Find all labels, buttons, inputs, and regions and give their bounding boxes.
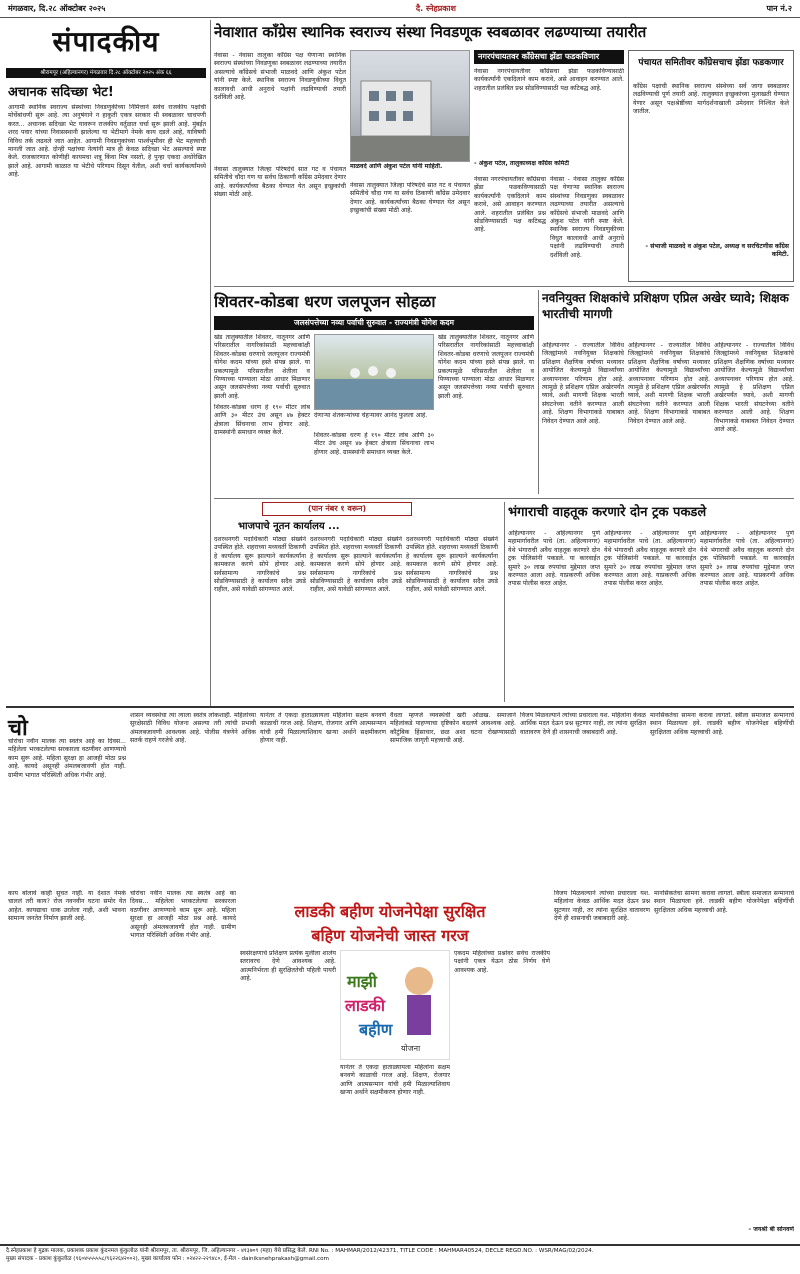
continued-tag: (पान नंबर १ वरून) <box>262 502 412 516</box>
lead-col3: नेवासा नगरपंचायतीवर काँग्रेसचा झेंडा फडकविण्यासाठी कार्यकर्त्यांनी एकदिलाने काम करावे, असे आवाहन करण्यात आले. शहरातील प्रलंबित प्रश्न सोडविण्यासाठी पक्ष कटिबद्ध आहे. <box>474 68 624 92</box>
story2-headline: शिवतर-कोडबा धरण जलपूजन सोहळा <box>214 292 436 311</box>
masthead-subline: श्रीरामपूर (अहिल्यानगर) मंगळवार दि.२८ ऑक्टोबर २०२५ अंक ६६ <box>6 68 206 78</box>
lead-photo <box>350 50 470 162</box>
feature-col4: वैधता म्हणजे व्यवस्थेची खरी ओळख. समाजाने महिलांकडे पाहण्याचा दृष्टिकोन बदलणे आवश्यक आहे. कौटुंबिक हिंसाचार, छळ अशा घटना रोखण्यासाठी सामाजिक जागृती महत्त्वाची आहे. <box>390 712 516 745</box>
continued-col1: दशरथनगरी पदाधिकारी मोठ्या संख्येने उपस्थित होते. शहराच्या मध्यवर्ती ठिकाणी हे कार्यालय सुरू झाल्याने कार्यकर्त्यांना कामकाज करणे सोपे होणार आहे. सर्वसामान्य नागरिकांचे प्रश्न सोडविण्यासाठी हे कार्यालय सदैव उघडे राहील, असे यावेळी सांगण्यात आले. <box>214 536 306 594</box>
story2-caption: देणाऱ्या शेतकऱ्यांच्या चेहऱ्यावर आनंद फुलला आहे. <box>314 412 428 419</box>
story3-col2: अहिल्यानगर - राज्यातील विविध जिल्ह्यांमध्ये नवनियुक्त शिक्षकांचे प्रशिक्षण शैक्षणिक वर्षाच्या मध्यावर आयोजित केल्यामुळे विद्यार्थ्यांच्या अध्यापनावर परिणाम होत आहे. त्यामुळे हे प्रशिक्षण एप्रिल अखेरपर्यंत घ्यावे, अशी मागणी शिक्षक भारती संघटनेच्या वतीने करण्यात आली आहे. शिक्षण विभागाकडे याबाबत निवेदन देण्यात आले आहे. <box>628 342 710 425</box>
sidebar-headline: पंचायत समितीवर काँग्रेसचाच झेंडा फडकणार <box>638 58 784 68</box>
imprint-footer <box>0 1244 800 1274</box>
page-number: पान नं.२ <box>766 4 792 13</box>
newspaper-name: दै. स्नेहप्रकाश <box>415 4 456 13</box>
feature-bottom-col1: काय बोलावे काही सुचत नाही. या देशात नेमकं चाललं तरी काय? रोज नवनवीन घटना समोर येत आहेत. कायद्याचा धाक उरलेला नाही, अशी भावना सामान्य जनतेत निर्माण झाली आहे. <box>8 890 126 923</box>
continued-col3: दशरथनगरी पदाधिकारी मोठ्या संख्येने उपस्थित होते. शहराच्या मध्यवर्ती ठिकाणी हे कार्यालय सुरू झाल्याने कार्यकर्त्यांना कामकाज करणे सोपे होणार आहे. सर्वसामान्य नागरिकांचे प्रश्न सोडविण्यासाठी हे कार्यालय सदैव उघडे राहील, असे यावेळी सांगण्यात आले. <box>406 536 498 594</box>
ladki-bahin-logo <box>340 950 450 1060</box>
story2-col3: खेड तालुक्यातील शिवतर, नातूनगर आणि परिसरातील नागरिकांसाठी महत्त्वाकांक्षी शिवतर-कोडबा धरणाचे जलपूजन राज्यमंत्री योगेश कदम यांच्या हस्ते संपन्न झाले. या प्रकल्पामुळे परिसरातील शेतीला व पिण्याच्या पाण्याला मोठा आधार मिळणार असून जलसंपत्तेच्या नव्या पर्वाची सुरुवात झाली आहे. <box>438 334 534 400</box>
dam-photo <box>315 335 433 409</box>
section-divider <box>6 706 794 708</box>
column-divider <box>210 20 211 706</box>
feature-bottom-col4: एकदम महिलांच्या प्रश्नांवर सर्वच राजकीय पक्षांनी एकत्र येऊन ठोस निर्णय घेणे आवश्यक आहे. <box>454 950 550 974</box>
story4-headline: भंगाराची वाहतूक करणारे दोन ट्रक पकडले <box>508 505 707 520</box>
continued-col2: दशरथनगरी पदाधिकारी मोठ्या संख्येने उपस्थित होते. शहराच्या मध्यवर्ती ठिकाणी हे कार्यालय सुरू झाल्याने कार्यकर्त्यांना कामकाज करणे सोपे होणार आहे. सर्वसामान्य नागरिकांचे प्रश्न सोडविण्यासाठी हे कार्यालय सदैव उघडे राहील, असे यावेळी सांगण्यात आले. <box>310 536 402 594</box>
section-masthead: संपादकीय <box>52 25 160 58</box>
story4-col1: अहिल्यानगर - अहिल्यानगर पुणे महामार्गावरील पाचे (ता. अहिल्यानगर) येथे भंगाराची अवैध वाहतूक करणारे दोन ट्रक पोलिसांनी पकडले. या कारवाईत सुमारे ३० लाख रुपयांचा मुद्देमाल जप्त करण्यात आला आहे. याप्रकरणी अधिक तपास पोलीस करत आहेत. <box>508 530 600 588</box>
story2-body: खेड तालुक्यातील शिवतर, नातूनगर आणि परिसरातील नागरिकांसाठी महत्त्वाकांक्षी शिवतर-कोडबा धरणाचे जलपूजन राज्यमंत्री योगेश कदम यांच्या हस्ते संपन्न झाले. या प्रकल्पामुळे परिसरातील शेतीला व पिण्याच्या पाण्याला मोठा आधार मिळणार असून जलसंपत्तेच्या नव्या पर्वाची सुरुवात झाली आहे. <box>214 334 310 400</box>
editorial-title: अचानक सदिच्छा भेट! <box>8 85 114 100</box>
top-bar <box>0 0 800 18</box>
story2-body-cont: शिवतर-कोडबा धरण हे १९० मीटर लांब आणि ३० मीटर उंच असून ४७ हेक्टर क्षेत्राला सिंचनाचा लाभ होणार आहे. ग्रामस्थांनी समाधान व्यक्त केले. <box>214 404 310 437</box>
section-divider <box>214 286 794 287</box>
feature-bottom-col6: मानसिकतेचा सामना करावा लागतो. स्त्रीला समाजात सन्मानाचे स्थान मिळायला हवे. लाडकी बहीण योजनेपेक्षा बहिणींची सुरक्षितता अधिक महत्त्वाची आहे. <box>654 890 794 914</box>
scheme-logo-icon <box>341 951 449 1059</box>
story2-photo <box>314 334 434 410</box>
story4-col3: अहिल्यानगर - अहिल्यानगर पुणे महामार्गावरील पाचे (ता. अहिल्यानगर) येथे भंगाराची अवैध वाहतूक करणारे दोन ट्रक पोलिसांनी पकडले. या कारवाईत सुमारे ३० लाख रुपयांचा मुद्देमाल जप्त करण्यात आला आहे. याप्रकरणी अधिक तपास पोलीस करत आहेत. <box>700 530 794 588</box>
imprint-line-1: दै.स्नेहप्रकाश हे मुद्रक मालक, प्रकाशक प्रकाश कुंदनमल कुंकुलोळ यांनी श्रीरामपूर, ता. श्रीरामपूर, जि. अहिल्यानगर - ४१३७०९ (महा) येथे प्रसिद्ध केले. RNI No. : MAHMAR/2012/42371, TITLE CODE : MAHMAR40524, DECLE REGD.NO. : WSR/MAG/02/2024. <box>6 1248 594 1254</box>
feature-col1: चोरांचा नवीन मालक त्या स्वतंत्र आहे का दिवस... महिलेला भरकटलेल्या सरकारला वठणीवर आणण्याचे काम सुरू आहे. महिला सुरक्षा हा आजही मोठा प्रश्न आहे. कायदे असूनही अंमलबजावणी होत नाही. ग्रामीण भागात परिस्थिती अधिक गंभीर आहे. <box>8 738 126 779</box>
lead-photo-caption: माळवदे आणि अंकुश पटेल यांनी माहिती. <box>350 163 443 170</box>
column-divider <box>504 502 505 702</box>
drop-cap: चो <box>8 716 28 741</box>
lead-subhead: नगरपंचायतवर काँग्रेसचा झेंडा फडकविणार <box>474 50 624 64</box>
feature-bottom-col2: चोरांचा नवीन मालक त्या स्वतंत्र आहे का दिवस... महिलेला भरकटलेल्या सरकारला वठणीवर आणण्याचे काम सुरू आहे. महिला सुरक्षा हा आजही मोठा प्रश्न आहे. कायदे असूनही अंमलबजावणी होत नाही. ग्रामीण भागात परिस्थिती अधिक गंभीर आहे. <box>130 890 236 940</box>
feature-col2: शासन व्यवस्थेचा त्या त्याला स्वतंत्र लोकशाही. महिलांच्या सुरक्षेसाठी विविध योजना असल्या तरी त्यांची प्रभावी अंमलबजावणी आवश्यक आहे. पोलीस यंत्रणेने अधिक सतर्क राहणे गरजेचे आहे. <box>130 712 256 745</box>
logo-line-2: लाडकी <box>345 996 385 1015</box>
section-divider <box>214 498 794 499</box>
lead-col3c: नेवासा - नेवासा तालुका काँग्रेस पक्ष येणाऱ्या स्थानिक स्वराज्य संस्थांच्या निवडणुका स्वबळावर लढण्याच्या तयारीत असल्याचे काँग्रेसचे संभाजी माळवदे आणि अंकुश पटेल यांनी स्पष्ट केले. स्थानिक स्वराज्य निवडणुकीच्या विधुत कालावधी आधी अनुराधे पक्षांनी लढविण्याची तयारी दर्शविली आहे. <box>550 176 624 259</box>
feature-headline-2: बहिण योजनेची जास्त गरज <box>311 926 469 945</box>
lead-headline: नेवाशात काँग्रेस स्थानिक स्वराज्य संस्था निवडणूक स्वबळावर लढण्याच्या तयारीत <box>214 23 647 41</box>
sidebar-credit: - संभाजी माळवदे व अंकुश पटेल, अध्यक्ष व सरचिटणीस काँग्रेस कमिटी. <box>645 243 789 259</box>
feature-under-logo: यानंतर ते एकदा हाताळ्यायला महिलांना सक्षम बनवणे काळाची गरज आहे. शिक्षण, रोजगार आणि आत्मसन्मान यांची हमी मिळाल्याशिवाय खऱ्या अर्थाने सक्षमीकरण होणार नाही. <box>340 1064 450 1097</box>
lead-col3-credit: - अंकुश पटेल, तालुकाध्यक्ष काँग्रेस कमिटी <box>474 160 570 167</box>
lead-col3b: नेवासा नगरपंचायतीवर काँग्रेसचा झेंडा फडकविण्यासाठी कार्यकर्त्यांनी एकदिलाने काम करावे, असे आवाहन करण्यात आले. शहरातील प्रलंबित प्रश्न सोडविण्यासाठी पक्ष कटिबद्ध आहे. <box>474 176 546 234</box>
feature-credit: - जयश्री बी सोनवणे <box>748 1226 794 1233</box>
feature-bottom-col5: विजय मिळवल्याने त्यांच्या प्रचाराला यश. महिलांना केवळ आर्थिक मदत देऊन प्रश्न सुटणार नाही, तर त्यांना सुरक्षित वातावरण देणे ही शासनाची जबाबदारी आहे. <box>554 890 650 923</box>
editorial-body: आगामी स्थानिक स्वराज्य संस्थांच्या निवडणुकीच्या निमित्ताने सर्वच राजकीय पक्षांची मोर्चेबांधणी सुरू आहे. त्या अनुषंगाने न हाकुती एकत्र सरकार मी स्वबळावर चाचपणी करत... अचानक सदिच्छा भेट यावरून राजकीय वर्तुळात चर्चा सुरू झाली आहे. मुंबईत शरद पवार यांच्या निवासस्थानी झालेल्या या भेटीमागे नेमके काय दडले आहे, याविषयी विविध तर्क लढवले जात आहेत. आगामी निवडणुकांच्या पार्श्वभूमीवर ही भेट महत्त्वाची मानली जात आहे. दोन्ही पक्षांच्या नेत्यांनी मात्र ही केवळ सदिच्छा भेट असल्याचे स्पष्ट केले. राजकारणात कोणीही कायमचा शत्रू किंवा मित्र नसतो, हे पुन्हा एकदा अधोरेखित झाले आहे. आगामी काळात या भेटीचे परिणाम दिसून येतील, अशी चर्चा कार्यकर्त्यांमध्ये आहे. <box>8 104 206 179</box>
building-photo <box>351 51 469 161</box>
feature-bottom-col3: स्वसंरक्षणाचे प्रशिक्षण प्रत्येक मुलीला शालेय स्तरावरच देणे आवश्यक आहे. आत्मनिर्भरता ही सुरक्षिततेची पहिली पायरी आहे. <box>240 950 336 983</box>
lead-col1b: नेवासा तालुक्यात जिल्हा परिषदेचे सात गट व पंचायत समितीचे चौदा गण या सर्वच ठिकाणी काँग्रेस उमेदवार देणार आहे. कार्यकर्त्यांच्या बैठका घेण्यात येत असून इच्छुकांची संख्या मोठी आहे. <box>214 166 346 199</box>
logo-line-1: माझी <box>347 972 377 991</box>
feature-col3: यानंतर ते एकदा हाताळ्यायला महिलांना सक्षम बनवणे काळाची गरज आहे. शिक्षण, रोजगार आणि आत्मसन्मान यांची हमी मिळाल्याशिवाय खऱ्या अर्थाने सक्षमीकरण होणार नाही. <box>260 712 386 745</box>
sidebar-box <box>628 50 794 282</box>
feature-col5: विजय मिळवल्याने त्यांच्या प्रचाराला यश. महिलांना केवळ आर्थिक मदत देऊन प्रश्न सुटणार नाही, तर त्यांना सुरक्षित वातावरण देणे ही शासनाची जबाबदारी आहे. <box>520 712 646 736</box>
story3-col1: अहिल्यानगर - राज्यातील विविध जिल्ह्यांमध्ये नवनियुक्त शिक्षकांचे प्रशिक्षण शैक्षणिक वर्षाच्या मध्यावर आयोजित केल्यामुळे विद्यार्थ्यांच्या अध्यापनावर परिणाम होत आहे. त्यामुळे हे प्रशिक्षण एप्रिल अखेरपर्यंत घ्यावे, अशी मागणी शिक्षक भारती संघटनेच्या वतीने करण्यात आली आहे. शिक्षण विभागाकडे याबाबत निवेदन देण्यात आले आहे. <box>542 342 624 425</box>
feature-headline-1: लाडकी बहीण योजनेपेक्षा सुरक्षित <box>294 902 486 921</box>
continued-headline: भाजपाचे नूतन कार्यालय ... <box>238 521 340 532</box>
lead-col2: नेवासा तालुक्यात जिल्हा परिषदेचे सात गट व पंचायत समितीचे चौदा गण या सर्वच ठिकाणी काँग्रेस उमेदवार देणार आहे. कार्यकर्त्यांच्या बैठका घेण्यात येत असून इच्छुकांची संख्या मोठी आहे. <box>350 182 470 215</box>
story4-col2: अहिल्यानगर - अहिल्यानगर पुणे महामार्गावरील पाचे (ता. अहिल्यानगर) येथे भंगाराची अवैध वाहतूक करणारे दोन ट्रक पोलिसांनी पकडले. या कारवाईत सुमारे ३० लाख रुपयांचा मुद्देमाल जप्त करण्यात आला आहे. याप्रकरणी अधिक तपास पोलीस करत आहेत. <box>604 530 696 588</box>
logo-sub: योजना <box>401 1044 421 1053</box>
feature-col6: मानसिकतेचा सामना करावा लागतो. स्त्रीला समाजात सन्मानाचे स्थान मिळायला हवे. लाडकी बहीण योजनेपेक्षा बहिणींची सुरक्षितता अधिक महत्त्वाची आहे. <box>650 712 794 736</box>
story2-subhead: जलसंपत्तेच्या नव्या पर्वाची सुरुवात - राज्यमंत्री योगेश कदम <box>214 316 534 330</box>
story3-col3: अहिल्यानगर - राज्यातील विविध जिल्ह्यांमध्ये नवनियुक्त शिक्षकांचे प्रशिक्षण शैक्षणिक वर्षाच्या मध्यावर आयोजित केल्यामुळे विद्यार्थ्यांच्या अध्यापनावर परिणाम होत आहे. त्यामुळे हे प्रशिक्षण एप्रिल अखेरपर्यंत घ्यावे, अशी मागणी शिक्षक भारती संघटनेच्या वतीने करण्यात आली आहे. शिक्षण विभागाकडे याबाबत निवेदन देण्यात आले आहे. <box>714 342 794 434</box>
story2-body2: शिवतर-कोडबा धरण हे १९० मीटर लांब आणि ३० मीटर उंच असून ४७ हेक्टर क्षेत्राला सिंचनाचा लाभ होणार आहे. ग्रामस्थांनी समाधान व्यक्त केले. <box>314 432 434 456</box>
sidebar-body: काँग्रेस पक्षाची स्थानिक स्वराज्य संस्थेच्या सर्व जागा स्वबळावर लढविण्याची पूर्ण तयारी आहे. तालुक्यात इच्छुकांच्या मुलाखती घेण्यात येणार असून पक्षश्रेष्ठींच्या मार्गदर्शनाखाली उमेदवार निश्चित केले जातील. <box>633 83 789 116</box>
issue-date: मंगळवार, दि.२८ ऑक्टोबर २०२५ <box>8 4 106 13</box>
story3-headline: नवनियुक्त शिक्षकांचे प्रशिक्षण एप्रिल अखेर घ्यावे; शिक्षक भारतीची मागणी <box>542 291 789 321</box>
lead-col1: नेवासा - नेवासा तालुका काँग्रेस पक्ष येणाऱ्या स्थानिक स्वराज्य संस्थांच्या निवडणुका स्वबळावर लढण्याच्या तयारीत असल्याचे काँग्रेसचे संभाजी माळवदे आणि अंकुश पटेल यांनी स्पष्ट केले. स्थानिक स्वराज्य निवडणुकीच्या विधुत कालावधी आधी अनुराधे पक्षांनी लढविण्याची तयारी दर्शविली आहे. <box>214 52 346 102</box>
logo-line-3: बहीण <box>359 1020 393 1039</box>
column-divider <box>538 290 539 494</box>
imprint-line-2: मुख्य संपादक - प्रकाश कुंकुलोळ (९६०४५५५५५८/९६२२६४२००२), मुख्य कार्यालय फोन : ०२४२२-२२९४८०, ई-मेल - dainiksnehprakash@gmail.com <box>6 1255 329 1262</box>
